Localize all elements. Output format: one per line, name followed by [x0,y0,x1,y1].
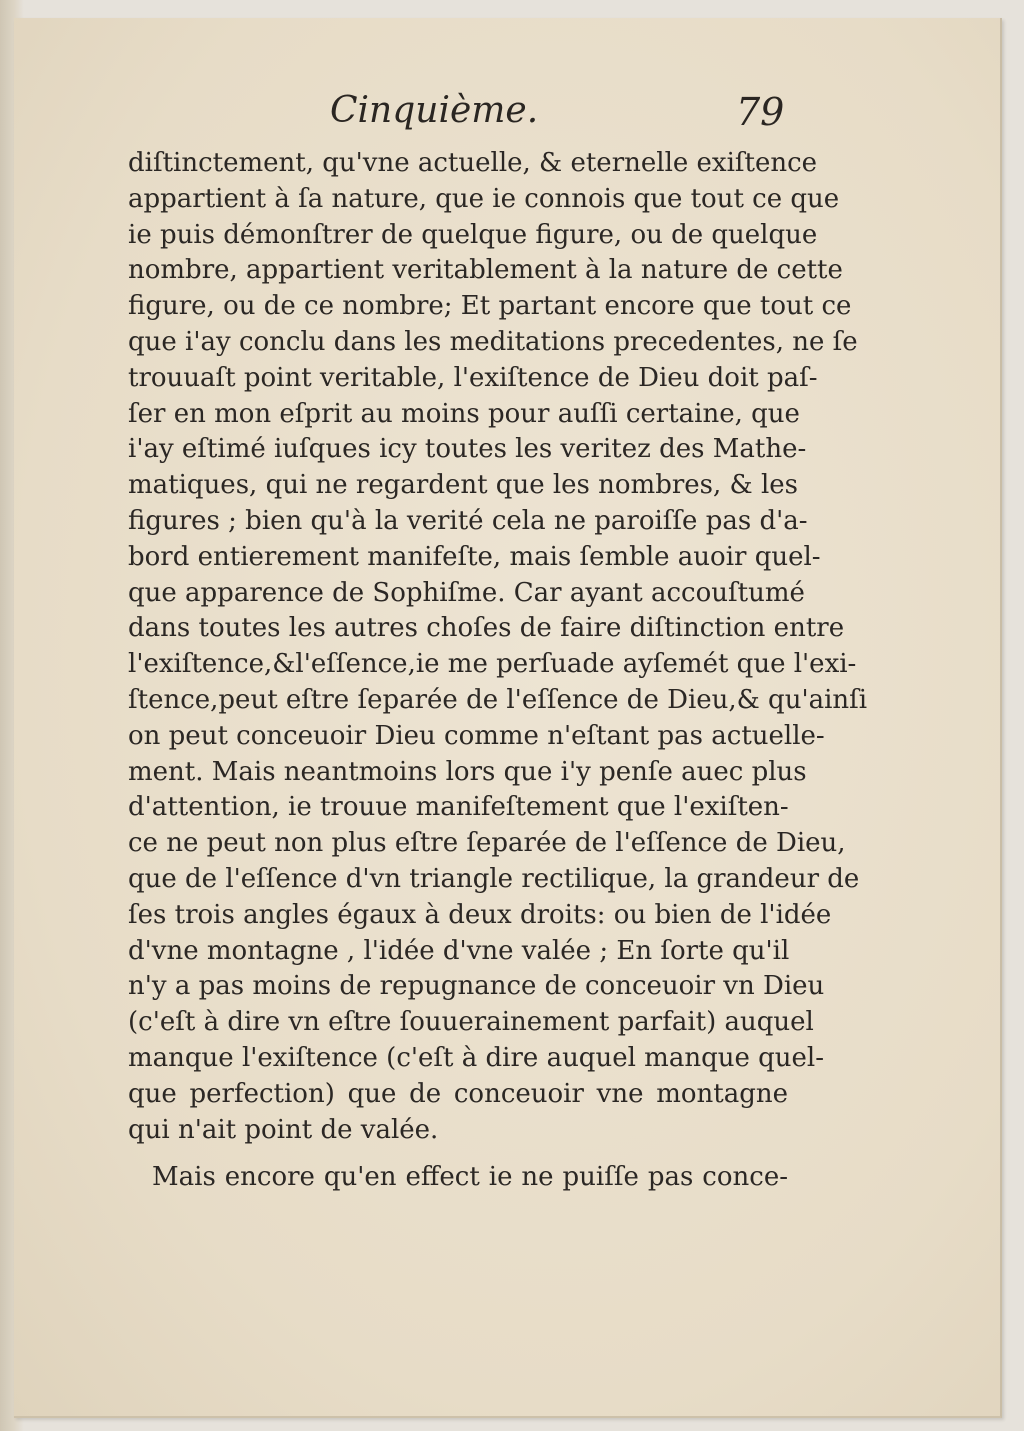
text-line: dans toutes les autres choſes de faire diſtinction entre [128,613,845,644]
text-line: manque l'exiſtence (c'eſt à dire auquel manque quel- [128,1042,824,1073]
paragraph-gap [128,1148,788,1160]
text-line: ment. Mais neantmoins lors que i'y penſe auec plus [128,756,807,787]
text-line: i'ay eſtimé iuſques icy toutes les veritez des Mathe- [128,434,807,465]
text-line: on peut conceuoir Dieu comme n'eſtant pas actuelle- [128,720,825,751]
text-line: l'exiſtence,&l'eſſence,ie me perſuade ayſemét que l'exi- [128,649,857,680]
text-line: d'vne montagne , l'idée d'vne valée ; En ſorte qu'il [128,935,790,966]
text-line: que i'ay conclu dans les meditations precedentes, ne ſe [128,326,858,357]
book-page [14,18,1002,1418]
paragraph-2 [128,1160,788,1196]
text-line: Mais encore qu'en effect ie ne puiſſe pas conce- [152,1162,788,1193]
body-text [128,146,868,1196]
text-line: ce ne peut non plus eſtre ſeparée de l'eſſence de Dieu, [128,828,846,859]
text-line: figure, ou de ce nombre; Et partant encore que tout ce [128,291,852,322]
paragraph-1 [128,146,868,1148]
text-line: (c'eſt à dire vn eſtre ſouuerainement parfait) auquel [128,1007,814,1038]
text-line: bord entierement manifeſte, mais ſemble auoir quel- [128,541,821,572]
text-line: ie puis démonſtrer de quelque figure, ou de quelque [128,219,818,250]
text-line: que perfection) que de conceuoir vne montagne [128,1078,788,1109]
text-line: qui n'ait point de valée. [128,1114,439,1145]
text-line: diſtinctement, qu'vne actuelle, & eternelle exiſtence [128,148,818,178]
page-header [14,90,1000,150]
text-line: ſes trois angles égaux à deux droits: ou bien de l'idée [128,899,832,930]
text-line: trouuaſt point veritable, l'exiſtence de Dieu doit paſ- [128,362,818,393]
text-line: d'attention, ie trouue manifeſtement que l'exiſten- [128,792,789,823]
text-line: que de l'eſſence d'vn triangle rectilique, la grandeur de [128,863,860,894]
text-line: nombre, appartient veritablement à la nature de cette [128,255,843,286]
text-line: ſtence,peut eſtre ſeparée de l'eſſence de Dieu,& qu'ainſi [128,684,868,715]
text-line: que apparence de Sophiſme. Car ayant accouſtumé [128,577,805,608]
text-line: appartient à ſa nature, que ie connois que tout ce que [128,183,840,214]
text-line: ſer en mon eſprit au moins pour auſſi certaine, que [128,398,800,429]
page-number: 79 [736,90,785,134]
text-line: n'y a pas moins de repugnance de conceuoir vn Dieu [128,971,825,1002]
text-line: matiques, qui ne regardent que les nombres, & les [128,470,798,501]
text-line: figures ; bien qu'à la verité cela ne paroiſſe pas d'a- [128,505,808,536]
running-head: Cinquième. [330,90,539,131]
